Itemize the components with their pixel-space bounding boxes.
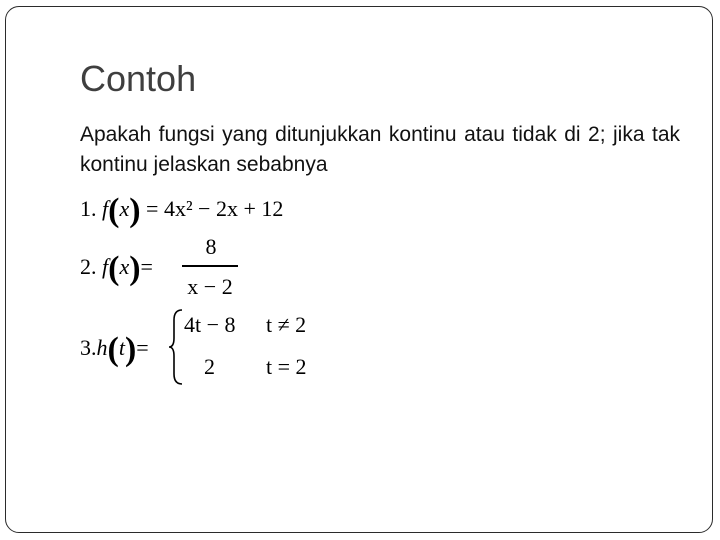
problem-3-variable: t: [118, 335, 125, 360]
problem-2-equals: =: [140, 254, 153, 279]
slide-title: Contoh: [80, 58, 197, 99]
problem-2-denominator: x − 2: [187, 274, 233, 299]
problem-1: 1. f(x) = 4x² − 2x + 12: [80, 192, 284, 229]
problem-1-number: 1.: [80, 196, 97, 221]
problem-3-case-2-expression: 2: [204, 354, 215, 379]
problem-2: 2. f(x)=: [80, 250, 153, 287]
problem-2-function-name: f: [102, 254, 109, 279]
slide-body-text: Apakah fungsi yang ditunjukkan kontinu atau tidak di 2; jika tak kontinu jelaskan sebabnya: [80, 123, 680, 176]
problem-2-number: 2.: [80, 254, 97, 279]
problem-3-case-1-condition: t ≠ 2: [266, 312, 307, 337]
problem-3-function-name: h: [96, 335, 108, 360]
problem-2-numerator: 8: [205, 234, 217, 259]
problem-3-number: 3.: [80, 335, 97, 360]
problem-1-variable: x: [119, 196, 130, 221]
problem-3: 3.h(t)=: [80, 331, 149, 368]
problem-3-case-2-condition: t = 2: [266, 354, 307, 379]
problem-3-brace: [168, 308, 184, 386]
problem-3-case-1-expression: 4t − 8: [184, 312, 236, 337]
problem-1-function-name: f: [102, 196, 109, 221]
problem-1-expression: = 4x² − 2x + 12: [146, 196, 284, 221]
problem-3-equals: =: [136, 335, 149, 360]
problem-2-fraction-bar: [182, 265, 238, 267]
problem-2-variable: x: [119, 254, 130, 279]
